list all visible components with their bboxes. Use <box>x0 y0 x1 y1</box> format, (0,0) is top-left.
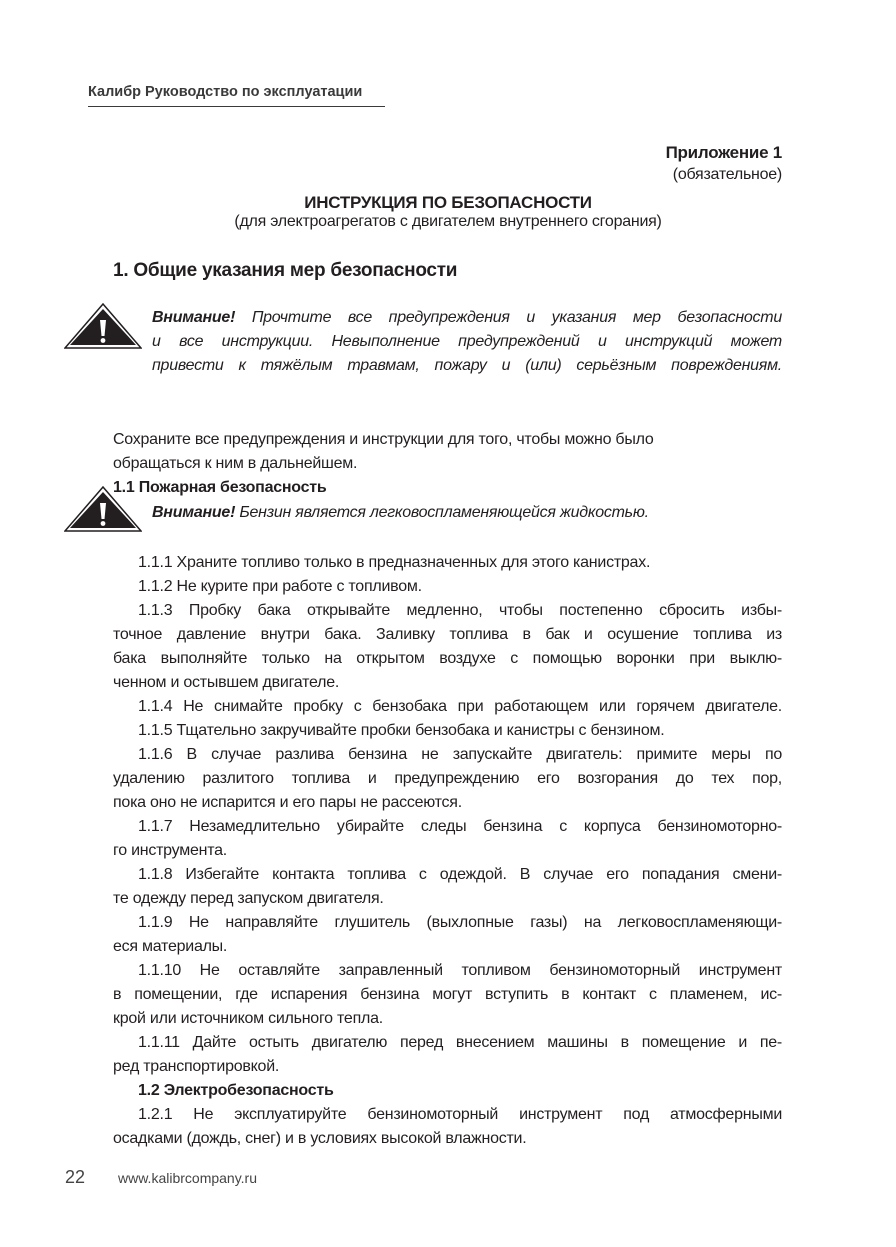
intro-paragraph <box>113 428 782 500</box>
warning-block <box>152 501 649 525</box>
warning-icon <box>64 303 142 349</box>
text-line: Сохраните все предупреждения и инструкции для того, чтобы можно было <box>113 431 654 448</box>
text-line: 1.1.6 В случае разлива бензина не запускайте двигатель: примите меры по <box>138 746 782 763</box>
text-line: 1.2.1 Не эксплуатируйте бензиномоторный инструмент под атмосферными <box>138 1106 782 1123</box>
text-line: 1.1.8 Избегайте контакта топлива с одеждой. В случае его попадания смени- <box>138 866 782 883</box>
document-title: ИНСТРУКЦИЯ ПО БЕЗОПАСНОСТИ <box>304 193 592 212</box>
appendix-note: (обязательное) <box>672 166 782 183</box>
text-line: 1.1.4 Не снимайте пробку с бензобака при работающем или горячем двигателе. <box>138 698 782 715</box>
warning-line: привести к тяжёлым травмам, пожару и (или) серьёзным повреждениям. <box>152 357 782 374</box>
subsection-heading: 1.2 Электробезопасность <box>138 1082 334 1099</box>
text-line: 1.1.11 Дайте остыть двигателю перед внесением машины в помещение и пе- <box>138 1034 782 1051</box>
text-line: ред транспортировкой. <box>113 1058 280 1075</box>
document-subtitle: (для электроагрегатов с двигателем внутреннего сгорания) <box>234 213 662 230</box>
text-line: 1.1.5 Тщательно закручивайте пробки бензобака и канистры с бензином. <box>138 722 665 739</box>
appendix-label: Приложение 1 <box>665 143 782 162</box>
warning-block <box>152 306 782 378</box>
text-line: удалению разлитого топлива и предупреждению его возгорания до тех пор, <box>113 770 782 787</box>
text-line: го инструмента. <box>113 842 227 859</box>
warning-text: Бензин является легковоспламеняющейся жидкостью. <box>239 504 649 521</box>
text-line: 1.1.7 Незамедлительно убирайте следы бензина с корпуса бензиномоторно- <box>138 818 782 835</box>
warning-icon <box>64 486 142 532</box>
text-line: крой или источником сильного тепла. <box>113 1010 383 1027</box>
text-line: бака выполняйте только на открытом воздухе с помощью воронки при выклю- <box>113 650 782 667</box>
text-line: 1.1.1 Храните топливо только в предназначенных для этого канистрах. <box>138 554 651 571</box>
text-line: 1.1.2 Не курите при работе с топливом. <box>138 578 422 595</box>
warning-label: Внимание! <box>152 504 236 521</box>
warning-line: и все инструкции. Невыполнение предупреждений и инструкций может <box>152 333 782 350</box>
text-line: пока оно не испарится и его пары не рассеются. <box>113 794 462 811</box>
text-line: 1.1.3 Пробку бака открывайте медленно, чтобы постепенно сбросить избы- <box>138 602 782 619</box>
footer-url: www.kalibrcompany.ru <box>118 1170 258 1186</box>
warning-line: Прочтите все предупреждения и указания мер безопасности <box>251 309 782 326</box>
text-line: 1.1.10 Не оставляйте заправленный топливом бензиномоторный инструмент <box>138 962 782 979</box>
text-line: те одежду перед запуском двигателя. <box>113 890 384 907</box>
section-heading: 1. Общие указания мер безопасности <box>113 260 458 281</box>
text-line: 1.1.9 Не направляйте глушитель (выхлопные газы) на легковоспламеняющи- <box>138 914 782 931</box>
text-line: еся материалы. <box>113 938 228 955</box>
text-line: ченном и остывшем двигателе. <box>113 674 340 691</box>
body-text <box>113 551 782 1151</box>
page-number: 22 <box>65 1167 86 1187</box>
warning-label: Внимание! <box>152 309 236 326</box>
subsection-heading: 1.1 Пожарная безопасность <box>113 479 327 496</box>
running-header: Калибр Руководство по эксплуатации <box>88 84 385 107</box>
text-line: обращаться к ним в дальнейшем. <box>113 455 358 472</box>
text-line: в помещении, где испарения бензина могут вступить в контакт с пламенем, ис- <box>113 986 782 1003</box>
text-line: осадками (дождь, снег) и в условиях высокой влажности. <box>113 1130 527 1147</box>
text-line: точное давление внутри бака. Заливку топлива в бак и осушение топлива из <box>113 626 782 643</box>
